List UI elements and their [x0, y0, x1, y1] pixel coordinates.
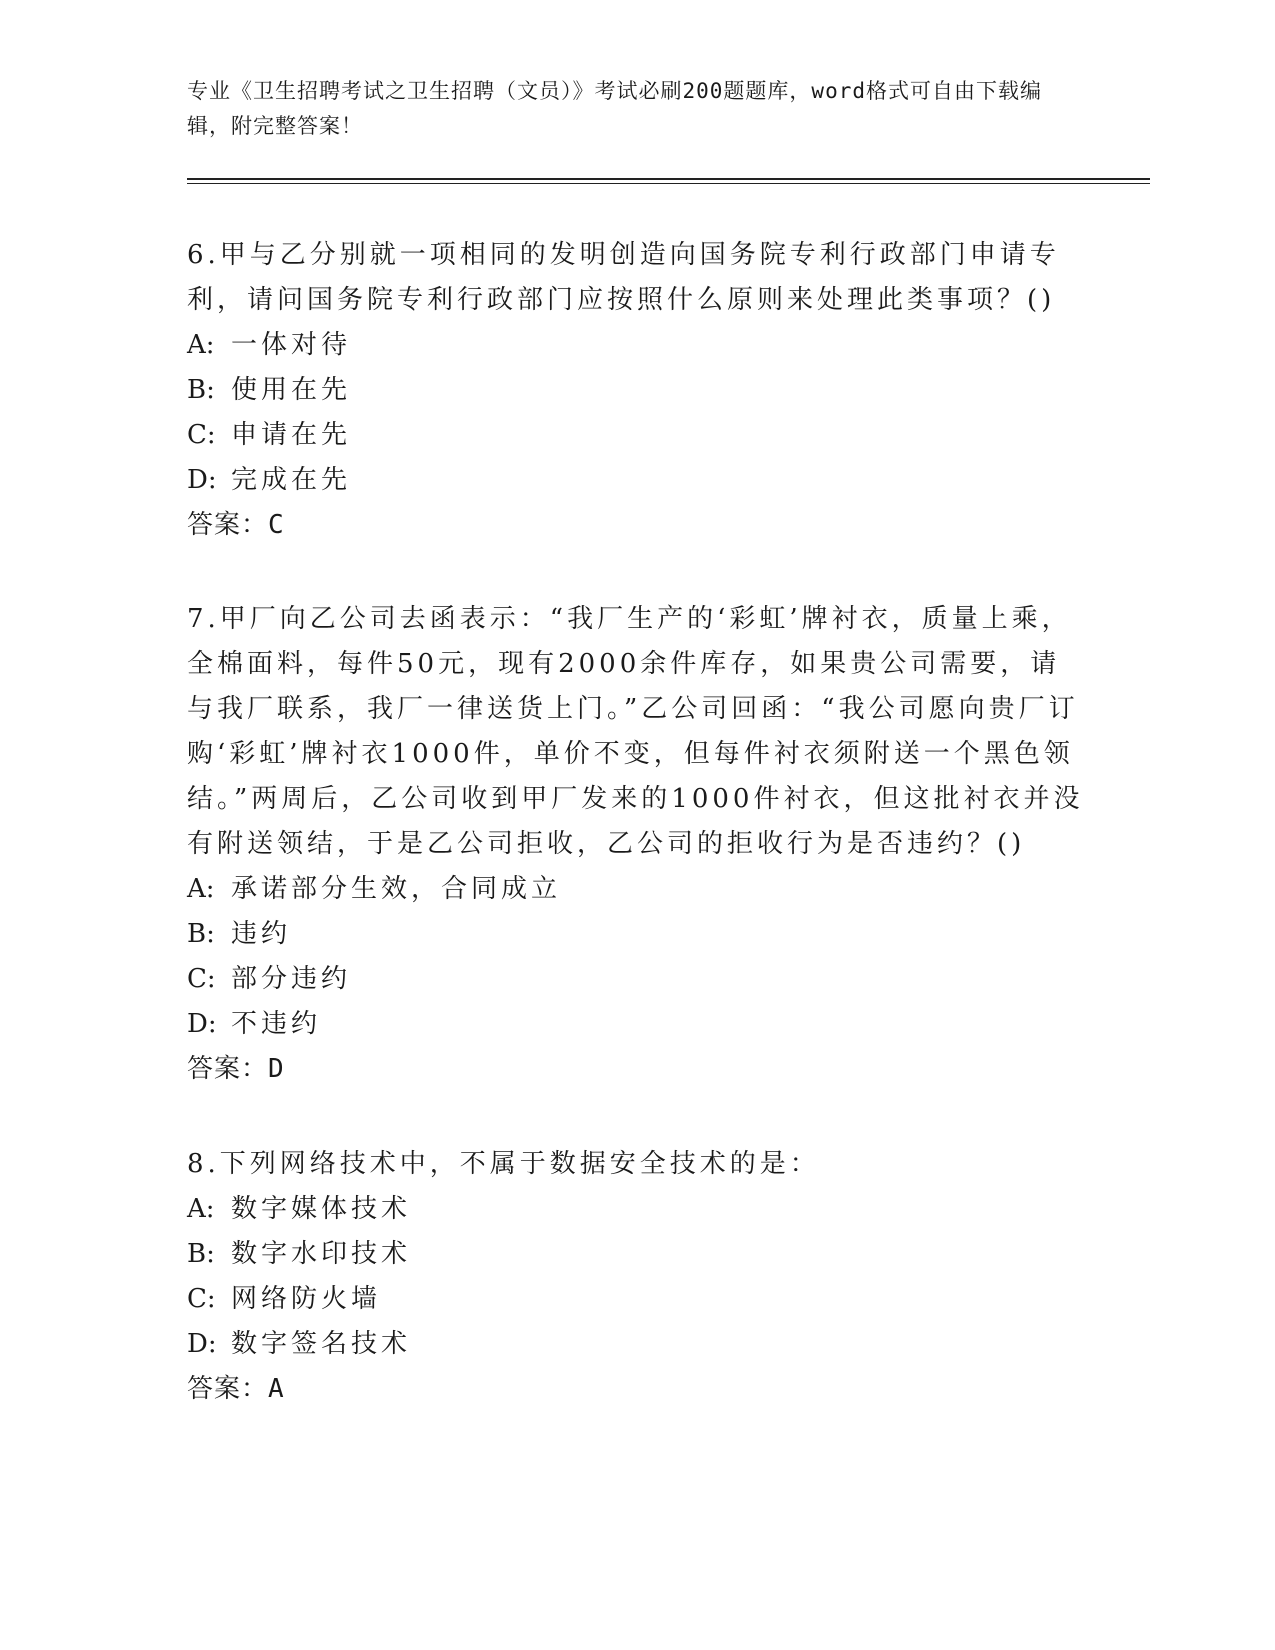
option-a: [187, 323, 1087, 368]
option-c: [187, 957, 1087, 1002]
option-b: [187, 368, 1087, 413]
option-letter: C:: [187, 420, 216, 450]
option-text: 使用在先: [231, 375, 352, 405]
option-text: 网络防火墙: [231, 1284, 382, 1314]
option-letter: B:: [187, 919, 215, 949]
option-text: 不违约: [231, 1009, 322, 1039]
option-letter: D:: [187, 1329, 217, 1359]
option-list: [187, 867, 1087, 1047]
option-d: [187, 1322, 1087, 1367]
question-7: [187, 597, 1087, 1092]
option-text: 数字签名技术: [231, 1329, 412, 1359]
option-d: [187, 458, 1087, 503]
question-stem: 6.甲与乙分别就一项相同的发明创造向国务院专利行政部门申请专利，请问国务院专利行政部门应按照什么原则来处理此类事项？(): [187, 240, 1060, 315]
question-stem: 7.甲厂向乙公司去函表示：“我厂生产的‘彩虹’牌衬衣，质量上乘，全棉面料，每件50元，现有2000余件库存，如果贵公司需要，请与我厂联系，我厂一律送货上门。”乙公司回函：“我公司愿向贵厂订购‘彩虹’牌衬衣1000件，单价不变，但每件衬衣须附送一个黑色领结。”两周后，乙公司收到甲厂发来的1000件衬衣，但这批衬衣并没有附送领结，于是乙公司拒收，乙公司的拒收行为是否违约？(): [187, 604, 1084, 859]
option-letter: D:: [187, 465, 217, 495]
option-text: 部分违约: [231, 964, 352, 994]
answer-line: 答案：D: [187, 1054, 285, 1084]
option-a: [187, 1187, 1087, 1232]
option-text: 违约: [231, 919, 292, 949]
option-text: 一体对待: [231, 330, 352, 360]
question-6: [187, 233, 1087, 548]
option-letter: A:: [187, 330, 215, 360]
answer-line: 答案：C: [187, 510, 285, 540]
question-stem: 8.下列网络技术中，不属于数据安全技术的是：: [187, 1149, 820, 1179]
question-8: [187, 1142, 1087, 1412]
header-divider: [187, 178, 1150, 180]
option-letter: B:: [187, 375, 215, 405]
option-text: 数字媒体技术: [231, 1194, 412, 1224]
option-b: [187, 912, 1087, 957]
answer-line: 答案：A: [187, 1374, 285, 1404]
option-text: 申请在先: [231, 420, 352, 450]
option-list: [187, 1187, 1087, 1367]
header-divider-thin: [187, 183, 1150, 184]
option-letter: C:: [187, 964, 216, 994]
option-b: [187, 1232, 1087, 1277]
option-letter: D:: [187, 1009, 217, 1039]
option-text: 承诺部分生效，合同成立: [231, 874, 562, 904]
option-text: 数字水印技术: [231, 1239, 412, 1269]
option-a: [187, 867, 1087, 912]
option-c: [187, 413, 1087, 458]
document-header: 专业《卫生招聘考试之卫生招聘（文员）》考试必刷200题题库，word格式可自由下载编辑，附完整答案！: [187, 79, 1042, 138]
option-d: [187, 1002, 1087, 1047]
option-letter: A:: [187, 1194, 215, 1224]
option-text: 完成在先: [231, 465, 352, 495]
option-letter: A:: [187, 874, 215, 904]
option-letter: C:: [187, 1284, 216, 1314]
option-letter: B:: [187, 1239, 215, 1269]
option-list: [187, 323, 1087, 503]
option-c: [187, 1277, 1087, 1322]
